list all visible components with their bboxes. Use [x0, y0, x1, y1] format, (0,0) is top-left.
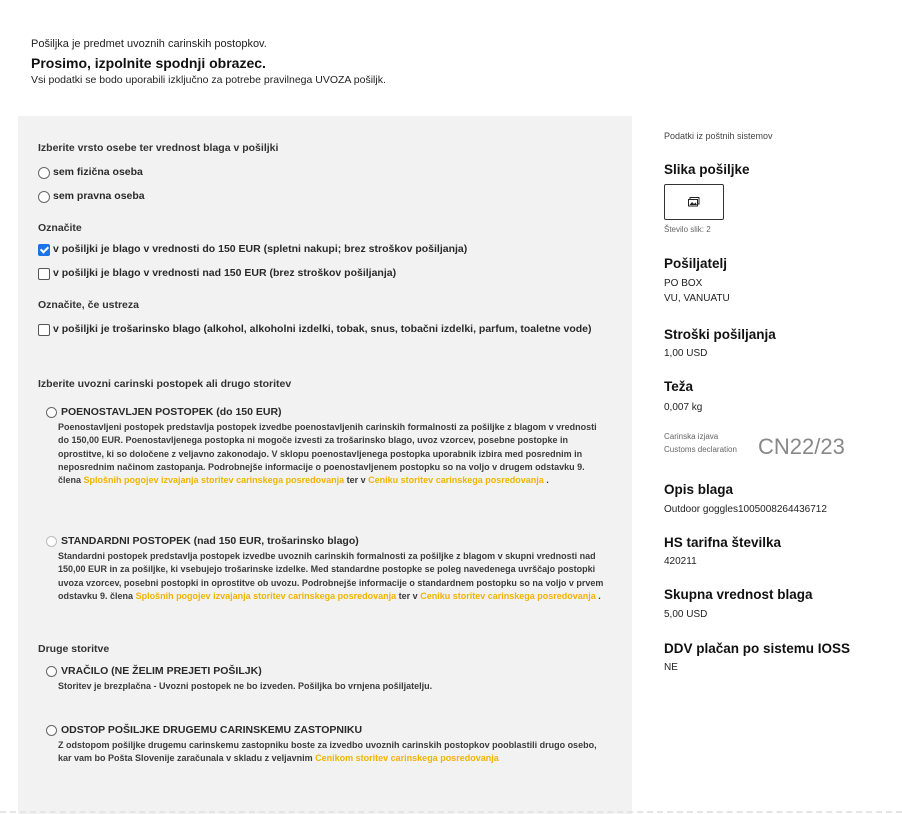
simple-procedure-option[interactable] [46, 406, 606, 487]
intro-heading: Prosimo, izpolnite spodnji obrazec. [31, 55, 266, 71]
radio-icon[interactable] [46, 407, 57, 418]
option-title: VRAČILO (NE ŽELIM PREJETI POŠILJK) [61, 665, 262, 677]
customs-declaration-code: CN22/23 [758, 434, 845, 459]
value-under-150-checkbox[interactable] [38, 243, 467, 256]
goods-description-value: Outdoor goggles1005008264436712 [664, 504, 827, 515]
option-description: Z odstopom pošiljke drugemu carinskemu zastopniku boste za izvedbo uvoznih carinskih postopkov pooblastili drugo osebo, kar vam bo Pošta Slovenije zaračunala v skladu z veljavnim Cenikom storitev carinskega posredovanja [58, 740, 597, 764]
other-services-title: Druge storitve [38, 643, 110, 655]
option-title: POENOSTAVLJEN POSTOPEK (do 150 EUR) [61, 406, 282, 418]
checkbox-label: v pošiljki je trošarinsko blago (alkohol, alkoholni izdelki, tobak, snus, tobačni izdelki, parfum, toaletne vode) [53, 323, 592, 335]
option-description: Standardni postopek predstavlja postopek izvedbe uvoznih carinskih formalnosti za pošiljke z blagom v skupni vrednosti nad 150,00 EUR in za pošiljke, ki vsebujejo trošarinske izdelke. Med standardne postopke se poleg navedenega uvrščajo postopki uvoza vzorcev, posebni postopki in oprostitve ob uvozu. Podrobnejše informacije o standardnem postopku so na voljo v prvem odstavku 9. člena Splošnih pogojev izvajanja storitev carinskega posredovanja ter v Ceniku storitev carinskega posredovanja . [58, 551, 604, 601]
goods-description-title: Opis blaga [664, 482, 734, 497]
view-images-button[interactable] [664, 184, 724, 220]
weight-title: Teža [664, 379, 694, 394]
image-title: Slika pošiljke [664, 162, 750, 177]
checkbox-checked-icon[interactable] [38, 244, 50, 256]
total-value: 5,00 USD [664, 609, 708, 620]
intro-line: Pošiljka je predmet uvoznih carinskih postopkov. [31, 38, 267, 50]
radio-label: sem fizična oseba [53, 166, 143, 178]
option-description: Storitev je brezplačna - Uvozni postopek ne bo izveden. Pošiljka bo vrnjena pošiljatelju. [58, 681, 433, 691]
sender-title: Pošiljatelj [664, 256, 728, 271]
option-description: Poenostavljeni postopek predstavlja postopek izvedbe poenostavljenih carinskih formalnosti za pošiljke z blagom v vrednosti do 150,00 EUR. Poenostavljenega postopka ni mogoče izvesti za trošarinsko blago, uvoz vzorcev, posebne postopke in oprostitve, ki so določene z veljavno zakonodajo. V sklopu poenostavljenega postopka uporabnik izbira med posrednim in neposrednim načinom zastopanja. Podrobnejše informacije o poenostavljenem postopku so na voljo v drugem odstavku 9. člena Splošnih pogojev izvajanja storitev carinskega posredovanja ter v Ceniku storitev carinskega posredovanja . [58, 422, 597, 486]
sender-line: PO BOX [664, 278, 703, 289]
standard-procedure-option[interactable] [46, 535, 606, 603]
radio-icon[interactable] [46, 725, 57, 736]
sender-line: VU, VANUATU [664, 293, 730, 304]
shipping-cost-value: 1,00 USD [664, 348, 708, 359]
divider [0, 811, 902, 813]
checkbox-icon[interactable] [38, 324, 50, 336]
radio-icon[interactable] [38, 167, 50, 179]
intro-note: Vsi podatki se bodo uporabili izključno za potrebe pravilnega UVOZA pošiljk. [31, 74, 386, 86]
shipping-cost-title: Stroški pošiljanja [664, 327, 776, 342]
customs-declaration-label: Carinska izjava [664, 432, 719, 441]
value-over-150-checkbox[interactable] [38, 267, 396, 280]
import-form [18, 116, 632, 814]
checkbox-label: v pošiljki je blago v vrednosti nad 150 EUR (brez stroškov pošiljanja) [53, 267, 397, 279]
option-title: STANDARDNI POSTOPEK (nad 150 EUR, trošarinsko blago) [61, 535, 359, 547]
radio-icon[interactable] [46, 536, 57, 547]
checkbox-label: v pošiljki je blago v vrednosti do 150 EUR (spletni nakupi; brez stroškov pošiljanja) [53, 243, 468, 255]
person-legal-radio[interactable] [38, 190, 145, 203]
hs-code-title: HS tarifna številka [664, 535, 782, 550]
terms-link[interactable]: Splošnih pogojev izvajanja storitev carinskega posredovanja [83, 475, 345, 486]
radio-label: sem pravna oseba [53, 190, 145, 202]
total-value-title: Skupna vrednost blaga [664, 587, 813, 602]
person-section-title: Izberite vrsto osebe ter vrednost blaga v pošiljki [38, 142, 279, 154]
radio-icon[interactable] [38, 191, 50, 203]
excise-section-title: Označite, če ustreza [38, 299, 139, 311]
pricelist-link[interactable]: Ceniku storitev carinskega posredovanja [420, 590, 596, 601]
terms-link[interactable]: Splošnih pogojev izvajanja storitev carinskega posredovanja [135, 590, 397, 601]
vat-ioss-value: NE [664, 662, 678, 673]
return-option[interactable] [46, 665, 606, 693]
pricelist-link[interactable]: Cenikom storitev carinskega posredovanja [315, 753, 499, 764]
checkbox-icon[interactable] [38, 268, 50, 280]
image-count: Število slik: 2 [664, 225, 711, 234]
pricelist-link[interactable]: Ceniku storitev carinskega posredovanja [368, 475, 544, 486]
option-title: ODSTOP POŠILJKE DRUGEMU CARINSKEMU ZASTOPNIKU [61, 724, 363, 736]
mark-section-title: Označite [38, 222, 82, 234]
customs-declaration-label-en: Customs declaration [664, 445, 737, 454]
hs-code-value: 420211 [664, 556, 697, 567]
excise-checkbox[interactable] [38, 321, 618, 338]
image-icon [688, 197, 700, 207]
transfer-option[interactable] [46, 724, 606, 766]
intro [31, 38, 386, 86]
person-natural-radio[interactable] [38, 166, 143, 179]
radio-icon[interactable] [46, 666, 57, 677]
weight-value: 0,007 kg [664, 402, 703, 413]
procedure-section-title: Izberite uvozni carinski postopek ali drugo storitev [38, 378, 292, 390]
vat-ioss-title: DDV plačan po sistemu IOSS [664, 641, 851, 656]
source-note: Podatki iz poštnih sistemov [664, 131, 773, 141]
